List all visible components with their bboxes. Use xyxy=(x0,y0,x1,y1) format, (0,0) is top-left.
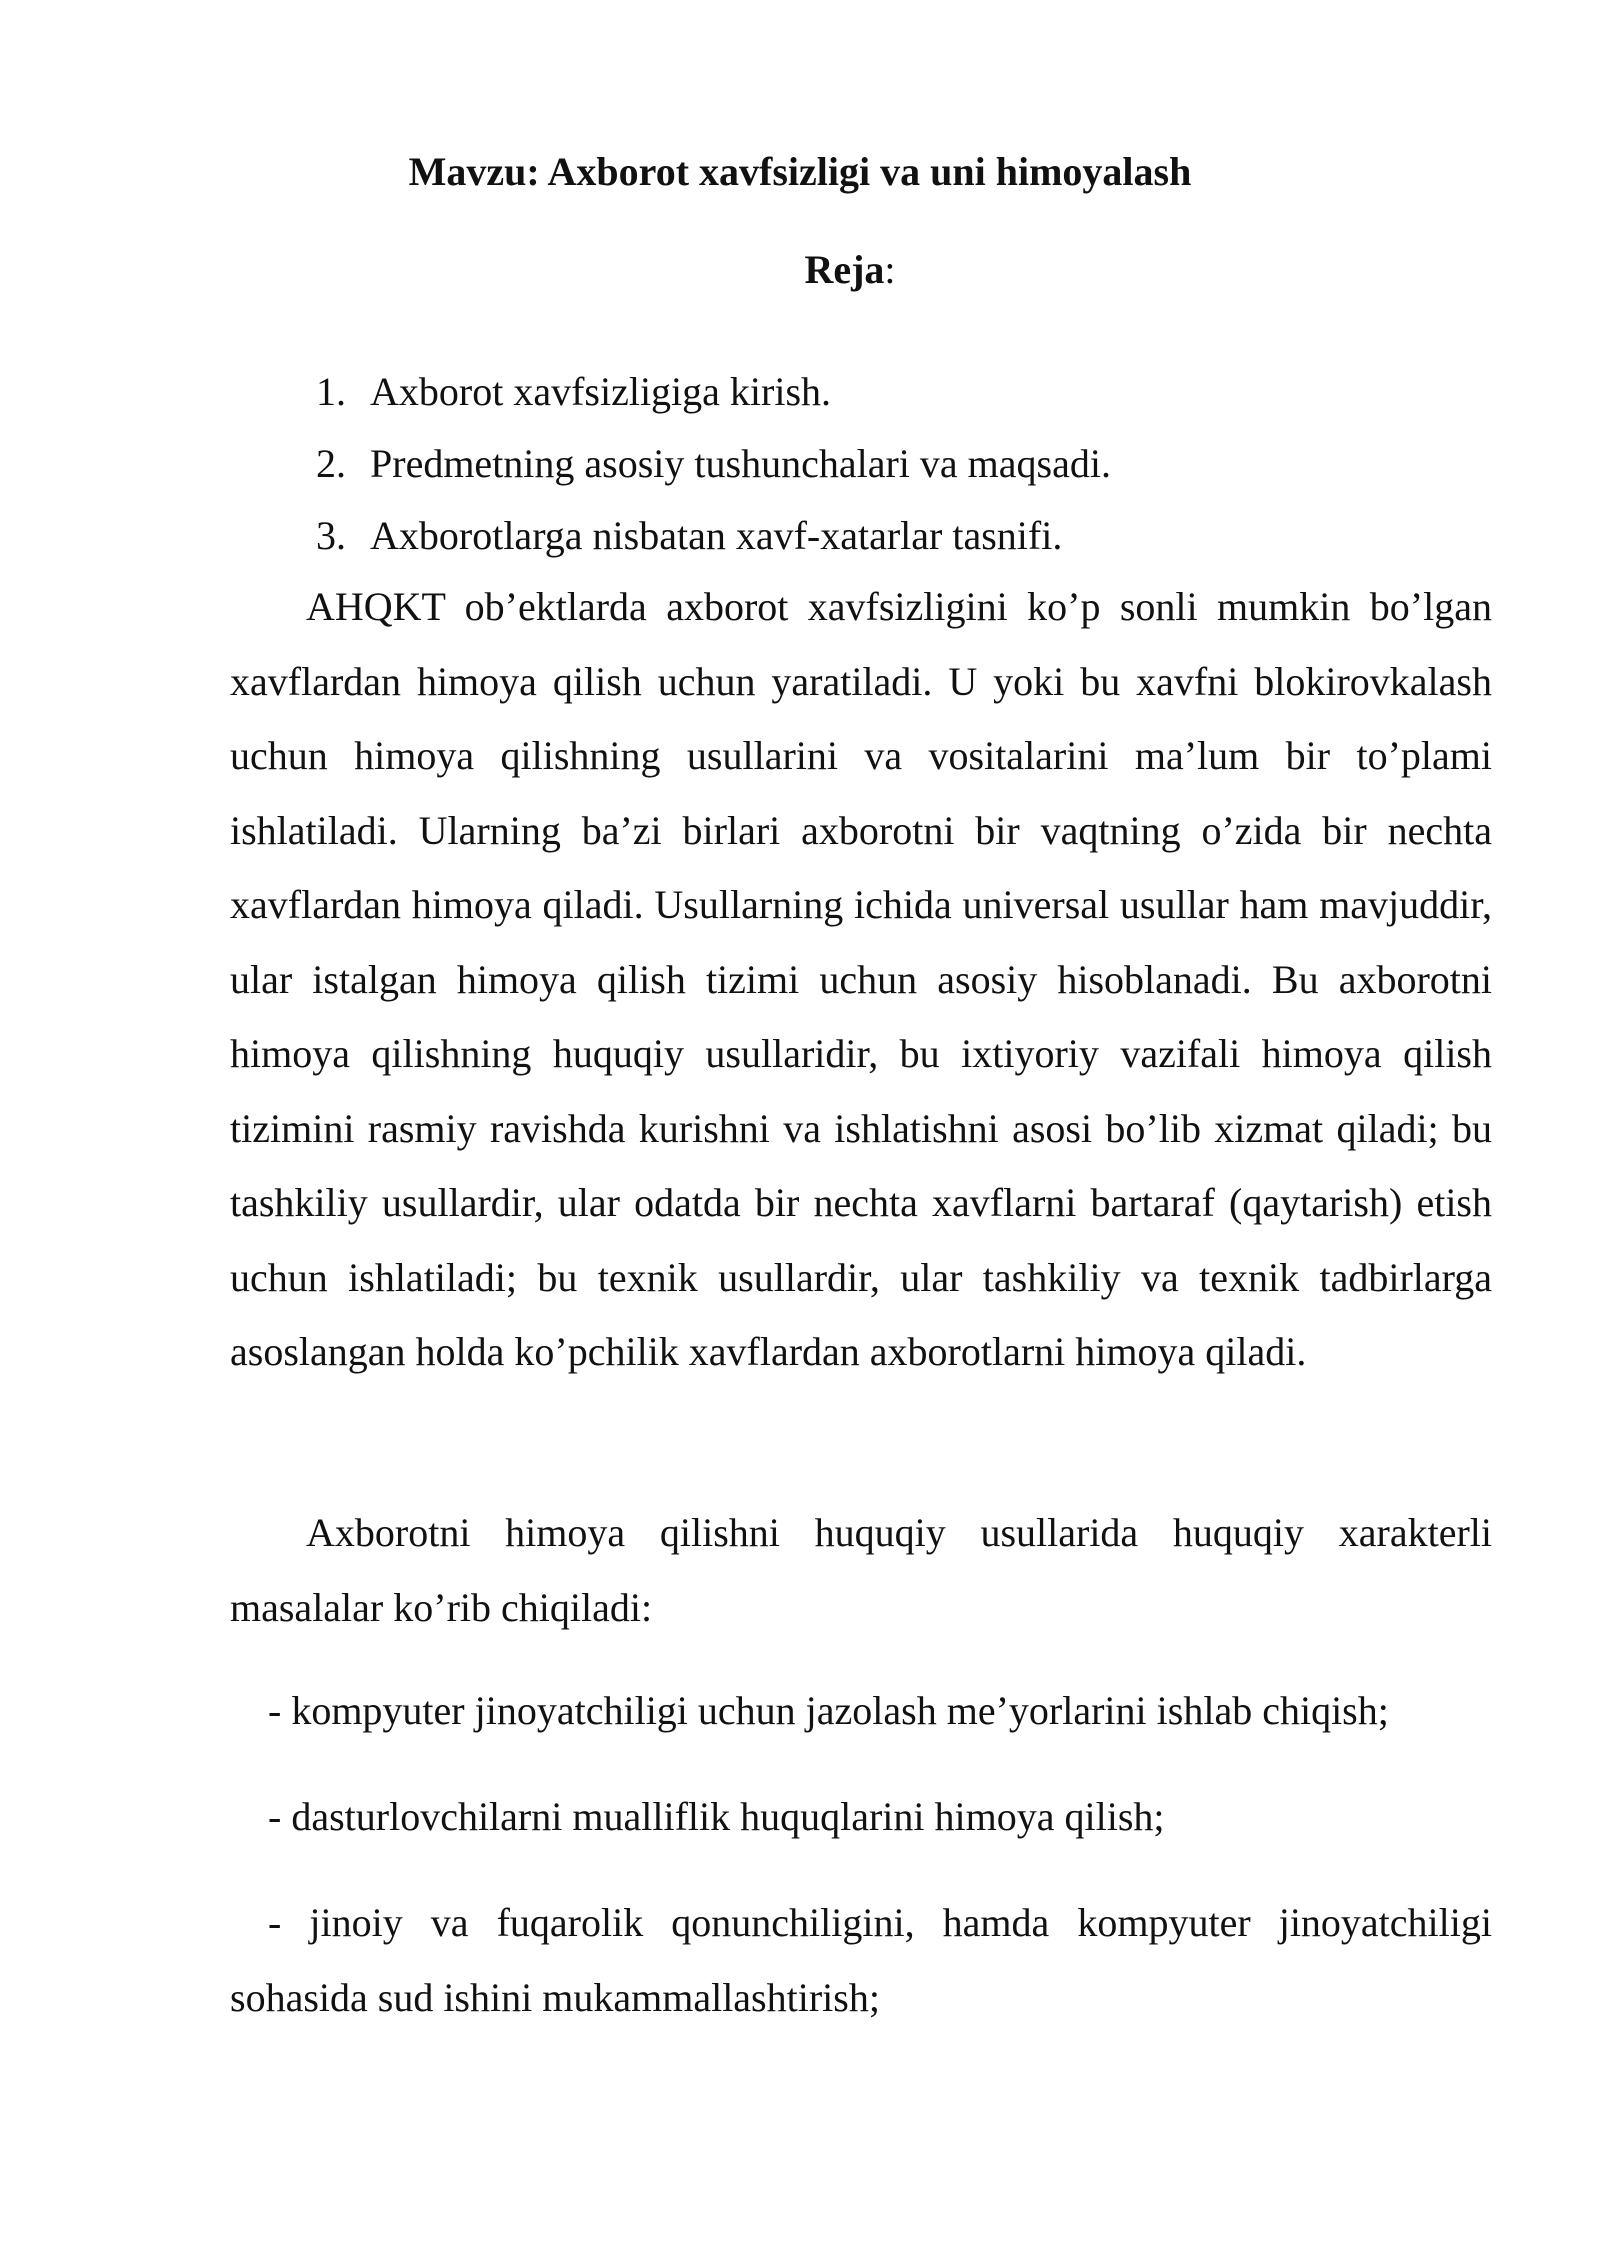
paragraph-legal-methods: Axborotni himoya qilishni huquqiy usullarida huquqiy xarakterli masalalar ko’rib chiqiladi: xyxy=(230,1510,1492,1630)
plan-heading-colon: : xyxy=(884,247,896,292)
plan-item-text: Predmetning asosiy tushunchalari va maqsadi. xyxy=(370,441,1111,486)
paragraph-intro: AHQKT ob’ektlarda axborot xavfsizligini ko’p sonli mumkin bo’lgan xavflardan himoya qilish uchun yaratiladi. U yoki bu xavfni blokirovkalash uchun himoya qilishning usullarini va vositalarini ma’lum bir to’plami ishlatiladi. Ularning ba’zi birlari axborotni bir vaqtning o’zida bir nechta xavflardan himoya qiladi. Usullarning ichida universal usullar ham mavjuddir, ular istalgan himoya qilish tizimi uchun asosiy hisoblanadi. Bu axborotni himoya qilishning huquqiy usullaridir, bu ixtiyoriy vazifali himoya qilish tizimini rasmiy ravishda kurishni va ishlatishni asosi bo’lib xizmat qiladi; bu tashkiliy usullardir, ular odatda bir nechta xavflarni bartaraf (qaytarish) etish uchun ishlatiladi; bu texnik usullardir, ular tashkiliy va texnik tadbirlarga asoslangan holda ko’pchilik xavflardan axborotlarni himoya qiladi. xyxy=(230,584,1492,1374)
plan-item-text: Axborot xavfsizligiga kirish. xyxy=(370,369,832,414)
plan-list xyxy=(316,356,1111,572)
plan-item xyxy=(316,356,1111,428)
plan-item xyxy=(316,500,1111,572)
bullet-item: - kompyuter jinoyatchiligi uchun jazolash me’yorlarini ishlab chiqish; xyxy=(268,1688,1389,1733)
plan-heading xyxy=(0,244,1600,296)
page-title: Mavzu: Axborot xavfsizligi va uni himoyalash xyxy=(408,149,1192,194)
plan-item xyxy=(316,428,1111,500)
plan-heading-label: Reja xyxy=(804,247,885,292)
plan-item-number: 3. xyxy=(316,513,346,558)
plan-item-number: 1. xyxy=(316,369,346,414)
plan-item-text: Axborotlarga nisbatan xavf-xatarlar tasnifi. xyxy=(370,513,1063,558)
bullet-item: - jinoiy va fuqarolik qonunchiligini, hamda kompyuter jinoyatchiligi sohasida sud ishini mukammallashtirish; xyxy=(230,1900,1492,2020)
bullet-item: - dasturlovchilarni mualliflik huquqlarini himoya qilish; xyxy=(268,1794,1165,1839)
plan-item-number: 2. xyxy=(316,441,346,486)
